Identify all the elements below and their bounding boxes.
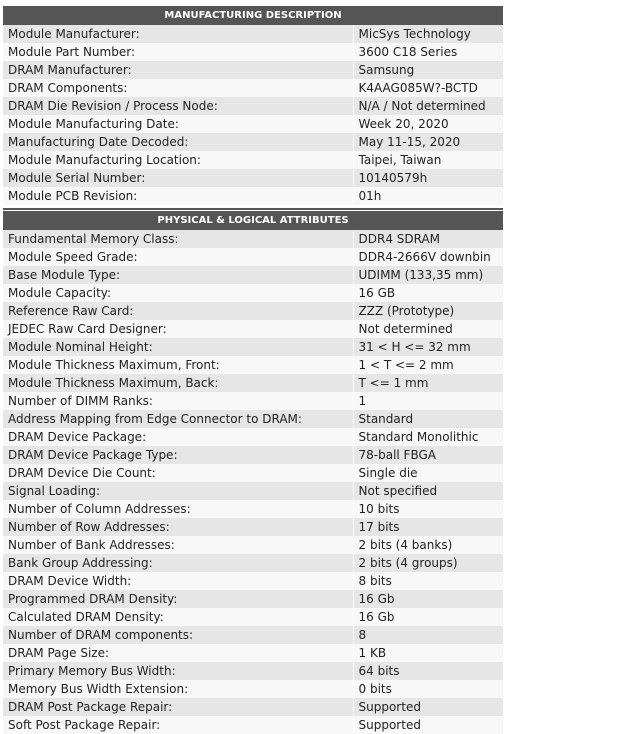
attribute-value: T <= 1 mm	[353, 374, 503, 392]
attribute-label: Programmed DRAM Density:	[3, 590, 353, 608]
table-row	[3, 500, 503, 518]
attribute-label: Number of Column Addresses:	[3, 500, 353, 518]
attribute-label: DRAM Post Package Repair:	[3, 698, 353, 716]
attribute-label: Calculated DRAM Density:	[3, 608, 353, 626]
table-row	[3, 626, 503, 644]
attribute-value: 1	[353, 392, 503, 410]
attribute-label: Module Nominal Height:	[3, 338, 353, 356]
section-table	[3, 211, 503, 734]
attribute-label: Primary Memory Bus Width:	[3, 662, 353, 680]
attribute-value: Supported	[353, 716, 503, 734]
attribute-value: 0 bits	[353, 680, 503, 698]
attribute-value: Taipei, Taiwan	[353, 151, 503, 169]
table-row	[3, 572, 503, 590]
table-row	[3, 554, 503, 572]
table-row	[3, 338, 503, 356]
attribute-label: Number of Row Addresses:	[3, 518, 353, 536]
attribute-value: Standard	[353, 410, 503, 428]
attribute-value: 2 bits (4 banks)	[353, 536, 503, 554]
attribute-label: Soft Post Package Repair:	[3, 716, 353, 734]
attribute-label: Number of DRAM components:	[3, 626, 353, 644]
table-row	[3, 356, 503, 374]
table-row	[3, 266, 503, 284]
attribute-label: Number of Bank Addresses:	[3, 536, 353, 554]
attribute-value: 78-ball FBGA	[353, 446, 503, 464]
section-divider	[3, 205, 503, 210]
attribute-value: 2 bits (4 groups)	[353, 554, 503, 572]
attribute-label: Module Thickness Maximum, Back:	[3, 374, 353, 392]
attribute-label: Manufacturing Date Decoded:	[3, 133, 353, 151]
attribute-value: Single die	[353, 464, 503, 482]
attribute-label: Memory Bus Width Extension:	[3, 680, 353, 698]
attribute-label: DRAM Components:	[3, 79, 353, 97]
table-row	[3, 25, 503, 43]
attribute-value: 16 Gb	[353, 608, 503, 626]
attribute-label: DRAM Device Width:	[3, 572, 353, 590]
attribute-label: Module Manufacturing Location:	[3, 151, 353, 169]
attribute-value: 01h	[353, 187, 503, 205]
table-row	[3, 608, 503, 626]
attribute-label: Module Thickness Maximum, Front:	[3, 356, 353, 374]
attribute-value: 1 KB	[353, 644, 503, 662]
attribute-value: 16 GB	[353, 284, 503, 302]
table-row	[3, 392, 503, 410]
attribute-value: Standard Monolithic	[353, 428, 503, 446]
attribute-value: Not determined	[353, 320, 503, 338]
table-row	[3, 536, 503, 554]
section-table	[3, 6, 503, 205]
table-row	[3, 187, 503, 205]
table-row	[3, 43, 503, 61]
table-row	[3, 284, 503, 302]
table-row	[3, 698, 503, 716]
attribute-value: MicSys Technology	[353, 25, 503, 43]
attribute-value: 16 Gb	[353, 590, 503, 608]
attribute-value: Week 20, 2020	[353, 115, 503, 133]
attribute-label: Module PCB Revision:	[3, 187, 353, 205]
attribute-value: 3600 C18 Series	[353, 43, 503, 61]
attribute-label: Number of DIMM Ranks:	[3, 392, 353, 410]
attribute-label: Module Capacity:	[3, 284, 353, 302]
table-row	[3, 680, 503, 698]
attribute-label: Module Serial Number:	[3, 169, 353, 187]
table-row	[3, 320, 503, 338]
attribute-value: DDR4-2666V downbin	[353, 248, 503, 266]
table-row	[3, 716, 503, 734]
table-row	[3, 97, 503, 115]
table-row	[3, 374, 503, 392]
attribute-value: K4AAG085W?-BCTD	[353, 79, 503, 97]
attribute-value: 64 bits	[353, 662, 503, 680]
table-row	[3, 302, 503, 320]
table-row	[3, 230, 503, 248]
attribute-value: Supported	[353, 698, 503, 716]
table-row	[3, 428, 503, 446]
table-row	[3, 61, 503, 79]
attribute-value: May 11-15, 2020	[353, 133, 503, 151]
attribute-value: DDR4 SDRAM	[353, 230, 503, 248]
attribute-label: DRAM Page Size:	[3, 644, 353, 662]
table-row	[3, 644, 503, 662]
table-row	[3, 133, 503, 151]
attribute-label: Module Manufacturing Date:	[3, 115, 353, 133]
attribute-label: JEDEC Raw Card Designer:	[3, 320, 353, 338]
attribute-label: Fundamental Memory Class:	[3, 230, 353, 248]
table-row	[3, 169, 503, 187]
attribute-value: Not specified	[353, 482, 503, 500]
attribute-label: Module Speed Grade:	[3, 248, 353, 266]
table-row	[3, 248, 503, 266]
table-row	[3, 79, 503, 97]
attribute-label: Address Mapping from Edge Connector to DRAM:	[3, 410, 353, 428]
attribute-label: DRAM Die Revision / Process Node:	[3, 97, 353, 115]
attribute-value: 10140579h	[353, 169, 503, 187]
attribute-value: UDIMM (133,35 mm)	[353, 266, 503, 284]
attribute-value: 8	[353, 626, 503, 644]
attribute-value: ZZZ (Prototype)	[353, 302, 503, 320]
section-header: MANUFACTURING DESCRIPTION	[3, 6, 503, 25]
table-row	[3, 482, 503, 500]
attribute-label: Module Part Number:	[3, 43, 353, 61]
section-header: PHYSICAL & LOGICAL ATTRIBUTES	[3, 211, 503, 230]
attribute-label: Base Module Type:	[3, 266, 353, 284]
table-row	[3, 662, 503, 680]
attribute-value: 17 bits	[353, 518, 503, 536]
attribute-value: 8 bits	[353, 572, 503, 590]
table-row	[3, 518, 503, 536]
table-row	[3, 410, 503, 428]
attribute-value: 31 < H <= 32 mm	[353, 338, 503, 356]
attribute-label: DRAM Manufacturer:	[3, 61, 353, 79]
table-row	[3, 590, 503, 608]
spd-report	[3, 6, 503, 734]
attribute-label: Reference Raw Card:	[3, 302, 353, 320]
table-row	[3, 151, 503, 169]
table-row	[3, 446, 503, 464]
attribute-label: Module Manufacturer:	[3, 25, 353, 43]
attribute-value: 1 < T <= 2 mm	[353, 356, 503, 374]
table-row	[3, 115, 503, 133]
attribute-label: DRAM Device Die Count:	[3, 464, 353, 482]
attribute-label: Signal Loading:	[3, 482, 353, 500]
attribute-value: 10 bits	[353, 500, 503, 518]
attribute-value: N/A / Not determined	[353, 97, 503, 115]
attribute-label: DRAM Device Package Type:	[3, 446, 353, 464]
attribute-label: Bank Group Addressing:	[3, 554, 353, 572]
attribute-value: Samsung	[353, 61, 503, 79]
attribute-label: DRAM Device Package:	[3, 428, 353, 446]
table-row	[3, 464, 503, 482]
